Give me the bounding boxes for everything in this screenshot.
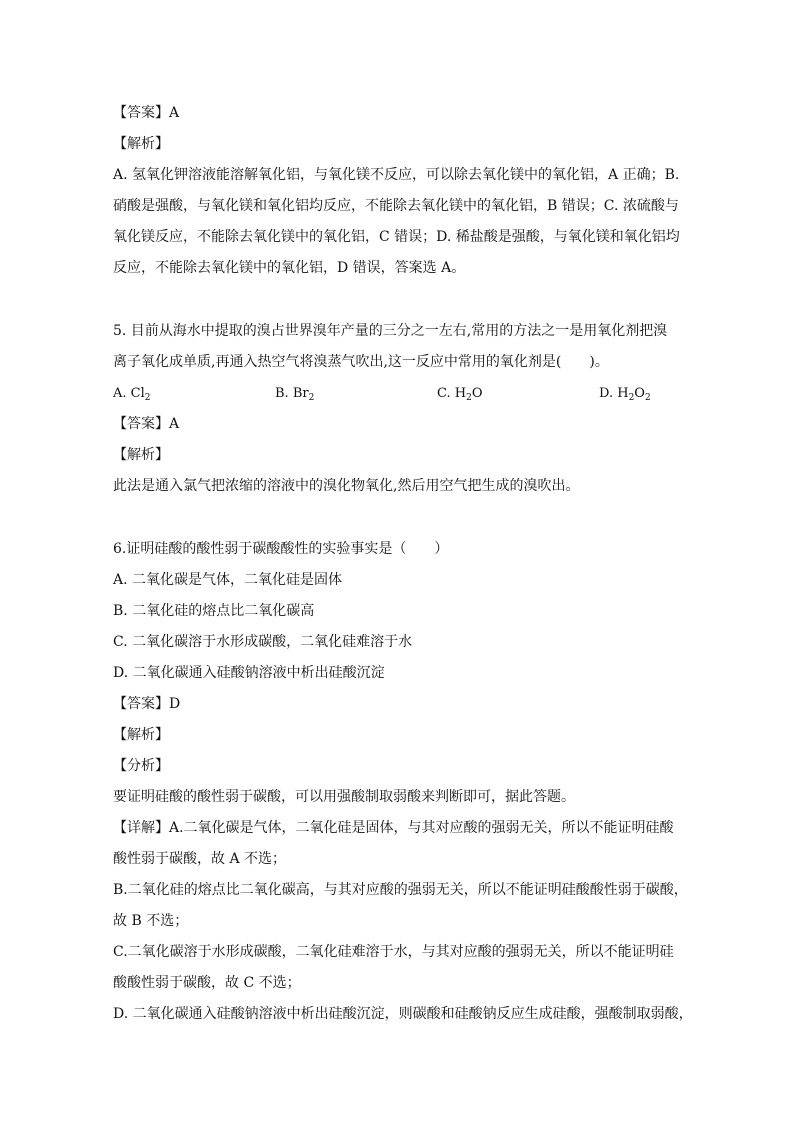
q6-detail-line: 酸酸性弱于碳酸，故 C 不选；: [113, 975, 301, 991]
subscript: 2: [644, 393, 651, 403]
q5-stem-line: 离子氧化成单质,再通入热空气将溴蒸气吹出,这一反应中常用的氧化剂是( )。: [113, 354, 609, 370]
q6-detail-line: B.二氧化硅的熔点比二氧化碳高，与其对应酸的强弱无关，所以不能证明硅酸酸性弱于碳酸，: [113, 882, 688, 898]
q5-analysis-heading: 【解析】: [113, 447, 169, 463]
q5-option-a: [113, 384, 151, 404]
q5-option-c: [437, 384, 483, 404]
q4-analysis-heading: 【解析】: [113, 136, 169, 152]
q5-option-d: [599, 384, 651, 404]
subscript: 2: [466, 393, 472, 403]
q6-answer: 【答案】D: [113, 696, 181, 712]
q4-analysis-line: 氧化镁反应，不能除去氧化镁中的氧化铝，C 错误；D. 稀盐酸是强酸，与氧化镁和氧化铝均: [113, 229, 680, 245]
q6-stem: 6.证明硅酸的酸性弱于碳酸酸性的实验事实是（ ）: [113, 541, 449, 557]
q6-detail-line: 酸性弱于碳酸，故 A 不选；: [113, 851, 287, 867]
option-tail: O: [634, 386, 645, 401]
q6-fenxi-text: 要证明硅酸的酸性弱于碳酸，可以用强酸制取弱酸来判断即可，据此答题。: [113, 789, 575, 805]
subscript: 2: [628, 393, 635, 403]
q6-fenxi-heading: 【分析】: [113, 758, 169, 774]
q6-option-d: D. 二氧化碳通入硅酸钠溶液中析出硅酸沉淀: [113, 665, 385, 681]
q6-analysis-heading: 【解析】: [113, 727, 169, 743]
option-label: B. Br: [275, 386, 309, 401]
q6-option-a: A. 二氧化碳是气体，二氧化硅是固体: [113, 572, 343, 588]
q4-analysis-line: A. 氢氧化钾溶液能溶解氧化铝，与氧化镁不反应，可以除去氧化镁中的氧化铝，A 正确；B.: [113, 167, 680, 183]
q4-analysis-line: 硝酸是强酸，与氧化镁和氧化铝均反应，不能除去氧化镁中的氧化铝，B 错误；C. 浓硫酸与: [113, 198, 679, 214]
q6-detail-line: C.二氧化碳溶于水形成碳酸，二氧化硅难溶于水，与其对应酸的强弱无关，所以不能证明硅: [113, 944, 674, 960]
subscript: 2: [308, 393, 315, 403]
option-label: A. Cl: [113, 386, 145, 401]
q5-stem-line: 5. 目前从海水中提取的溴占世界溴年产量的三分之一左右,常用的方法之一是用氧化剂把溴: [113, 323, 668, 339]
q6-option-c: C. 二氧化碳溶于水形成碳酸，二氧化硅难溶于水: [113, 634, 413, 650]
subscript: 2: [144, 393, 151, 403]
q6-detail-line: D. 二氧化碳通入硅酸钠溶液中析出硅酸沉淀，则碳酸和硅酸钠反应生成硅酸，强酸制取弱酸，: [113, 1006, 693, 1022]
q6-option-b: B. 二氧化硅的熔点比二氧化碳高: [113, 603, 315, 619]
q5-answer: 【答案】A: [113, 416, 180, 432]
q6-detail-line: 故 B 不选；: [113, 913, 189, 929]
q4-analysis-line: 反应，不能除去氧化镁中的氧化铝，D 错误，答案选 A。: [113, 260, 466, 276]
q6-detail-line: 【详解】A.二氧化碳是气体，二氧化硅是固体，与其对应酸的强弱无关，所以不能证明硅酸: [113, 820, 674, 836]
q5-analysis-text: 此法是通入氯气把浓缩的溶液中的溴化物氧化,然后用空气把生成的溴吹出。: [113, 478, 580, 494]
q5-option-b: [275, 384, 314, 404]
option-label: D. H: [599, 386, 629, 401]
option-label: C. H: [437, 386, 467, 401]
q4-answer: 【答案】A: [113, 105, 180, 121]
option-tail: O: [471, 386, 483, 401]
